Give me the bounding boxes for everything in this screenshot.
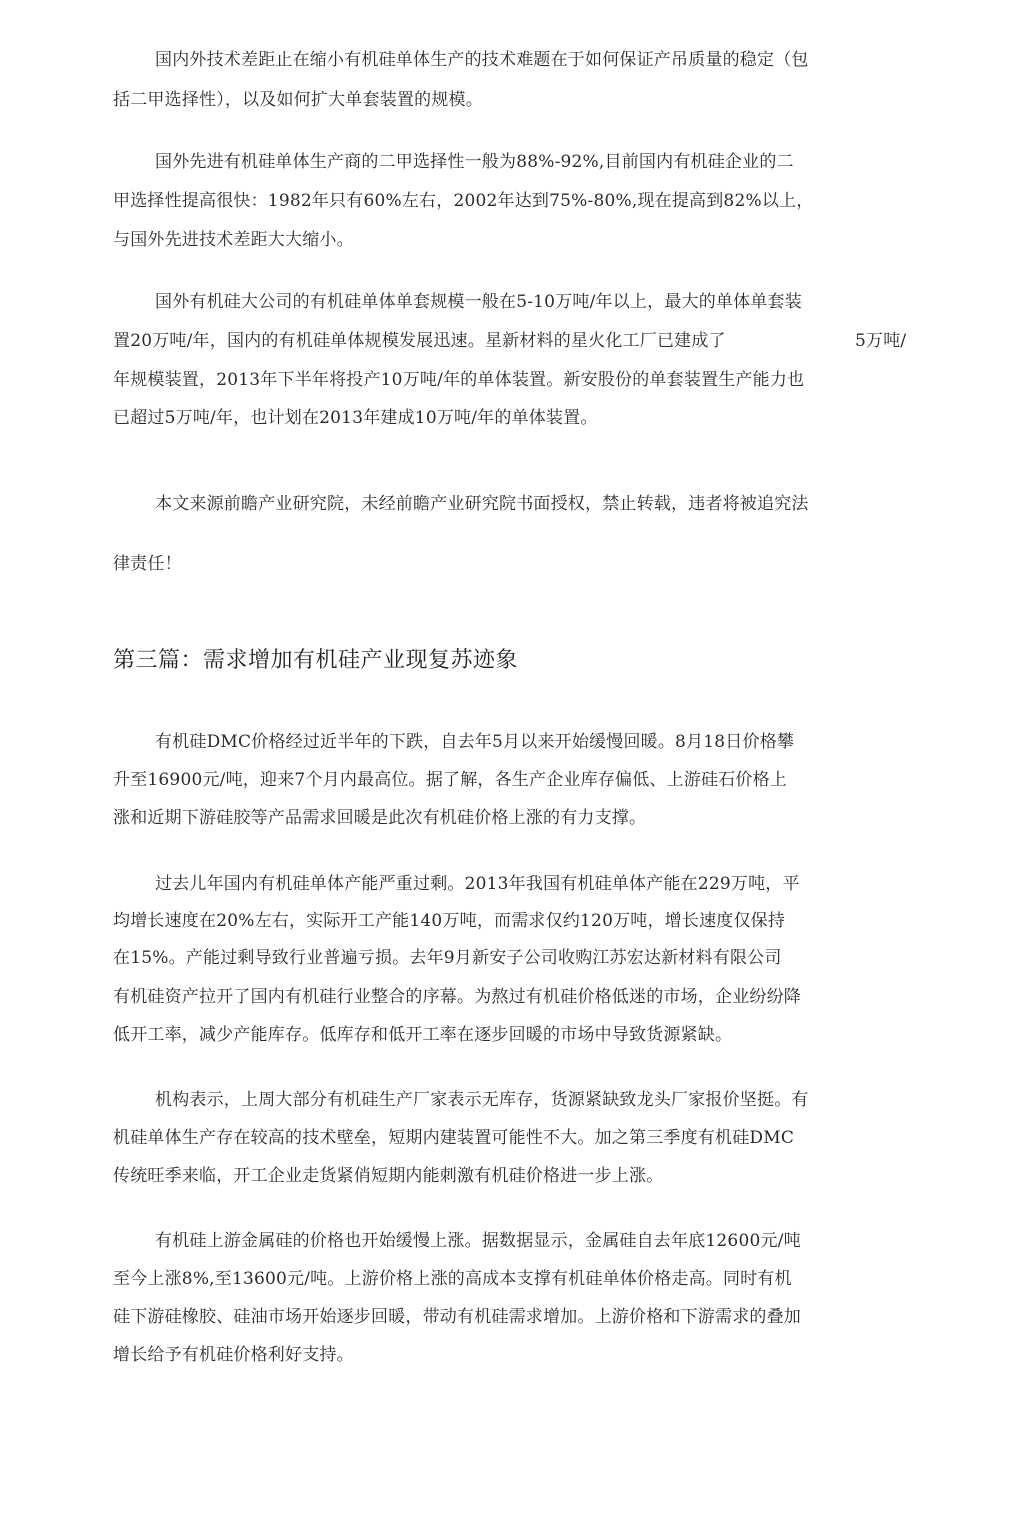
text-line: 已超过5万吨/年，也计划在2013年建成10万吨/年的单体装置。: [113, 408, 598, 428]
text-line: 过去儿年国内有机硅单体产能严重过剩。2013年我国有机硅单体产能在229万吨，平: [155, 874, 800, 894]
text-line: 有机硅DMC价格经过近半年的下跌，自去年5月以来开始缓慢回暖。8月18日价格攀: [155, 732, 795, 752]
text-line: 传统旺季来临，开工企业走货紧俏短期内能刺激有机硅价格进一步上涨。: [113, 1166, 664, 1186]
text-line: 涨和近期下游硅胶等产品需求回暖是此次有机硅价格上涨的有力支撑。: [113, 808, 647, 828]
text-line: 升至16900元/吨，迎来7个月内最高位。据了解，各生产企业库存偏低、上游硅石价格上: [113, 770, 788, 790]
text-line: 机硅单体生产存在较高的技术壁垒，短期内建装置可能性不大。加之第三季度有机硅DMC: [113, 1128, 795, 1148]
text-line: 本文来源前瞻产业研究院，未经前瞻产业研究院书面授权，禁止转载，违者将被追究法: [155, 494, 809, 514]
text-line: 增长给予有机硅价格利好支持。: [113, 1345, 354, 1365]
text-line: 置20万吨/年，国内的有机硅单体规模发展迅速。星新材料的星火化工厂已建成了: [113, 331, 726, 351]
text-line: 有机硅上游金属硅的价格也开始缓慢上涨。据数据显示，金属硅自去年底12600元/吨: [155, 1231, 801, 1251]
text-line: 与国外先进技术差距大大缩小。: [113, 230, 354, 250]
text-line: 年规模装置，2013年下半年将投产10万吨/年的单体装置。新安股份的单套装置生产能力也: [113, 370, 805, 390]
text-line: 均增长速度在20%左右，实际开工产能140万吨，而需求仅约120万吨，增长速度仅保持: [113, 911, 786, 931]
text-line: 有机硅资产拉开了国内有机硅行业整合的序幕。为熬过有机硅价格低迷的市场，企业纷纷降: [113, 987, 801, 1007]
text-line: 律责任！: [113, 554, 182, 574]
section-heading: 第三篇：需求增加有机硅产业现复苏迹象: [113, 648, 519, 673]
text-line: 在15%。产能过剩导致行业普遍亏损。去年9月新安子公司收购江苏宏达新材料有限公司: [113, 948, 782, 968]
text-line: 机构表示，上周大部分有机硅生产厂家表示无库存，货源紧缺致龙头厂家报价坚挺。有: [155, 1090, 809, 1110]
text-line: 至今上涨8%,至13600元/吨。上游价格上涨的高成本支撑有机硅单体价格走高。同时有机: [113, 1269, 792, 1289]
text-line: 国外先进有机硅单体生产商的二甲选择性一般为88%-92%,目前国内有机硅企业的二: [155, 152, 794, 172]
text-line: 甲选择性提高很快：1982年只有60%左右，2002年达到75%-80%,现在提高到82%以上，: [113, 191, 814, 211]
text-line-fragment: 5万吨/: [855, 331, 907, 351]
text-line: 国外有机硅大公司的有机硅单体单套规模一般在5-10万吨/年以上，最大的单体单套装: [155, 292, 802, 312]
text-line: 低开工率，减少产能库存。低库存和低开工率在逐步回暖的市场中导致货源紧缺。: [113, 1025, 733, 1045]
text-line: 国内外技术差距止在缩小有机硅单体生产的技术难题在于如何保证产吊质量的稳定（包: [155, 50, 809, 70]
text-line: 硅下游硅橡胶、硅油市场开始逐步回暖，带动有机硅需求增加。上游价格和下游需求的叠加: [113, 1307, 801, 1327]
text-line: 括二甲选择性），以及如何扩大单套装置的规模。: [113, 90, 483, 110]
